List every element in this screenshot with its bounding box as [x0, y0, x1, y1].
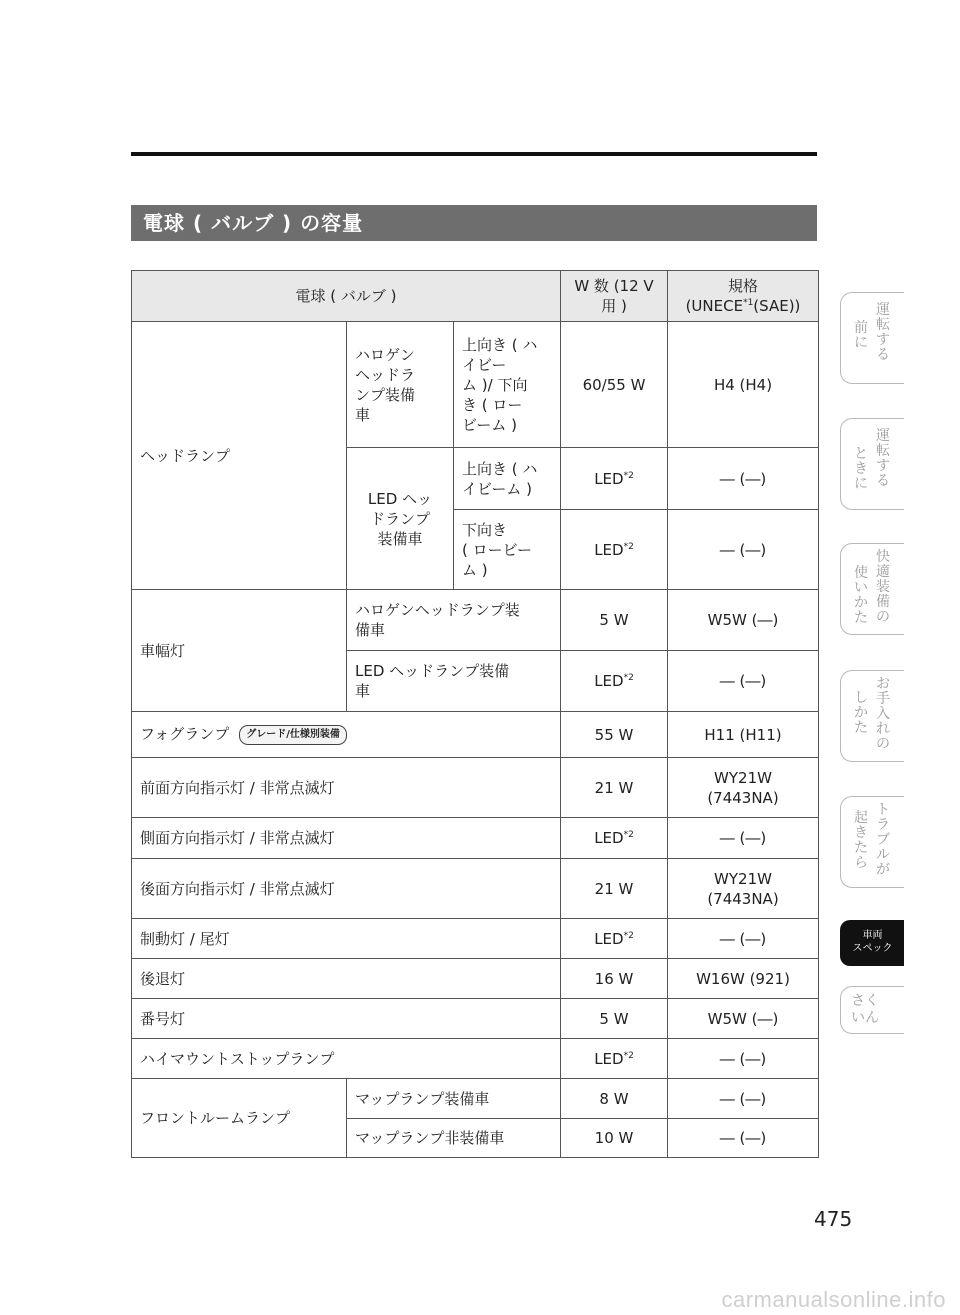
footnote-2: *2: [623, 1050, 634, 1061]
header-watt: [561, 271, 668, 322]
tab-text-right: ト ラ ブ ル が: [876, 802, 890, 878]
reverse-lamp-spec: W16W (921): [668, 959, 819, 999]
tab-text-left: し か た: [854, 690, 868, 736]
brake-tail-watt: [561, 919, 668, 959]
footnote-2: *2: [623, 830, 634, 840]
license-lamp-spec: W5W (―): [668, 999, 819, 1039]
rear-turn-spec: WY21W (7443NA): [668, 859, 819, 919]
page-number: 475: [814, 1207, 853, 1231]
top-rule: [131, 152, 817, 156]
tab-comfort-features[interactable]: [840, 543, 904, 635]
high-mount-spec: ― (―): [668, 1039, 819, 1079]
header-watt-line2: 用 ): [601, 297, 627, 315]
map-lamp-label: マップランプ装備車: [347, 1079, 561, 1119]
watermark: carmanualsonline.info: [721, 1287, 946, 1312]
header-spec-post: (SAE)): [753, 297, 801, 315]
header-watt-line1: W 数 (12 V: [574, 277, 654, 295]
side-halogen-watt: 5 W: [561, 590, 668, 651]
front-turn-spec: WY21W (7443NA): [668, 758, 819, 818]
reverse-lamp-watt: 16 W: [561, 959, 668, 999]
side-turn-watt: [561, 818, 668, 859]
tab-text-left: 前 に: [854, 320, 868, 351]
headlamp-led-low-watt: [561, 510, 668, 590]
fog-lamp-cell: [132, 712, 561, 758]
footnote-2: *2: [623, 930, 634, 941]
led-text: LED: [594, 540, 624, 559]
tab-maintenance[interactable]: [840, 670, 904, 762]
tab-text-line1: 車両: [862, 930, 883, 941]
table-row: [132, 758, 819, 818]
tab-before-driving[interactable]: [840, 292, 904, 384]
high-mount-label: ハイマウントストップランプ: [132, 1039, 561, 1079]
tab-text-line1: さく: [851, 993, 879, 1009]
table-row: [132, 919, 819, 959]
license-lamp-label: 番号灯: [132, 999, 561, 1039]
brake-tail-label: 制動灯 / 尾灯: [132, 919, 561, 959]
headlamp-led-high-watt: [561, 448, 668, 510]
tab-text-left: と き に: [854, 446, 868, 492]
footnote-2: *2: [623, 470, 634, 481]
tab-troubleshooting[interactable]: [840, 796, 904, 888]
headlamp-led-low-spec: ― (―): [668, 510, 819, 590]
table-row: [132, 712, 819, 758]
no-map-lamp-label: マップランプ非装備車: [347, 1119, 561, 1158]
tab-text-right: お 手 入 れ の: [876, 676, 890, 752]
fog-lamp-spec: H11 (H11): [668, 712, 819, 758]
tab-text-right: 快 適 装 備 の: [876, 549, 890, 625]
table-row: [132, 959, 819, 999]
side-led-spec: ― (―): [668, 651, 819, 712]
side-led-watt: [561, 651, 668, 712]
headlamp-halogen-watt: 60/55 W: [561, 322, 668, 448]
no-map-lamp-watt: 10 W: [561, 1119, 668, 1158]
front-room-label: フロントルームランプ: [132, 1079, 347, 1158]
table-row: [132, 1039, 819, 1079]
side-marker-label: 車幅灯: [132, 590, 347, 712]
tab-text-left: 使 い か た: [854, 565, 868, 626]
led-text: LED: [594, 929, 624, 948]
table-row: [132, 322, 819, 448]
fog-lamp-watt: 55 W: [561, 712, 668, 758]
table-row: [132, 590, 819, 651]
led-text: LED: [594, 469, 624, 488]
map-lamp-spec: ― (―): [668, 1079, 819, 1119]
reverse-lamp-label: 後退灯: [132, 959, 561, 999]
side-halogen-label: ハロゲンヘッドランプ装 備車: [347, 590, 561, 651]
footnote-2: *2: [623, 673, 634, 683]
header-bulb: 電球 ( バルブ ): [132, 271, 561, 322]
headlamp-led-low: 下向き ( ロービー ム ): [454, 510, 561, 590]
bulb-capacity-table: [131, 270, 819, 1158]
no-map-lamp-spec: ― (―): [668, 1119, 819, 1158]
header-spec-pre: (UNECE: [685, 297, 744, 315]
headlamp-led-high-spec: ― (―): [668, 448, 819, 510]
tab-while-driving[interactable]: [840, 418, 904, 510]
brake-tail-spec: ― (―): [668, 919, 819, 959]
side-halogen-spec: W5W (―): [668, 590, 819, 651]
headlamp-led-high: 上向き ( ハ イビーム ): [454, 448, 561, 510]
high-mount-watt: [561, 1039, 668, 1079]
headlamp-halogen-beam: 上向き ( ハ イビー ム )/ 下向 き ( ロー ビーム ): [454, 322, 561, 448]
front-turn-watt: 21 W: [561, 758, 668, 818]
table-row: [132, 859, 819, 919]
tab-text-line2: いん: [851, 1010, 879, 1026]
tab-text-left: 起 き た ら: [854, 810, 868, 871]
tab-text-right: 運 転 す る: [876, 428, 890, 489]
headlamp-label: ヘッドランプ: [132, 322, 347, 590]
grade-option-badge: グレード/仕様別装備: [239, 725, 347, 745]
table-header-row: [132, 271, 819, 322]
led-text: LED: [594, 672, 624, 690]
table-row: [132, 1079, 819, 1119]
map-lamp-watt: 8 W: [561, 1079, 668, 1119]
tab-text-right: 運 転 す る: [876, 302, 890, 363]
header-spec-line1: 規格: [727, 277, 758, 295]
header-spec: [668, 271, 819, 322]
section-title: 電球 ( バルブ ) の容量: [131, 205, 817, 241]
rear-turn-watt: 21 W: [561, 859, 668, 919]
tab-text-line2: スペック: [852, 943, 893, 954]
footnote-1: *1: [743, 298, 754, 308]
side-turn-spec: ― (―): [668, 818, 819, 859]
tab-index[interactable]: [840, 986, 904, 1034]
headlamp-halogen-spec: H4 (H4): [668, 322, 819, 448]
led-text: LED: [594, 829, 624, 847]
headlamp-halogen-label: ハロゲン ヘッドラ ンプ装備 車: [347, 322, 454, 448]
rear-turn-label: 後面方向指示灯 / 非常点滅灯: [132, 859, 561, 919]
fog-lamp-label: フォグランプ: [140, 725, 230, 744]
table-row: [132, 818, 819, 859]
side-led-label: LED ヘッドランプ装備 車: [347, 651, 561, 712]
front-turn-label: 前面方向指示灯 / 非常点滅灯: [132, 758, 561, 818]
led-text: LED: [594, 1049, 624, 1068]
side-turn-label: 側面方向指示灯 / 非常点滅灯: [132, 818, 561, 859]
table-row: [132, 999, 819, 1039]
tab-vehicle-specs[interactable]: [840, 920, 904, 966]
footnote-2: *2: [623, 541, 634, 552]
license-lamp-watt: 5 W: [561, 999, 668, 1039]
headlamp-led-label: LED ヘッ ドランプ 装備車: [347, 448, 454, 590]
